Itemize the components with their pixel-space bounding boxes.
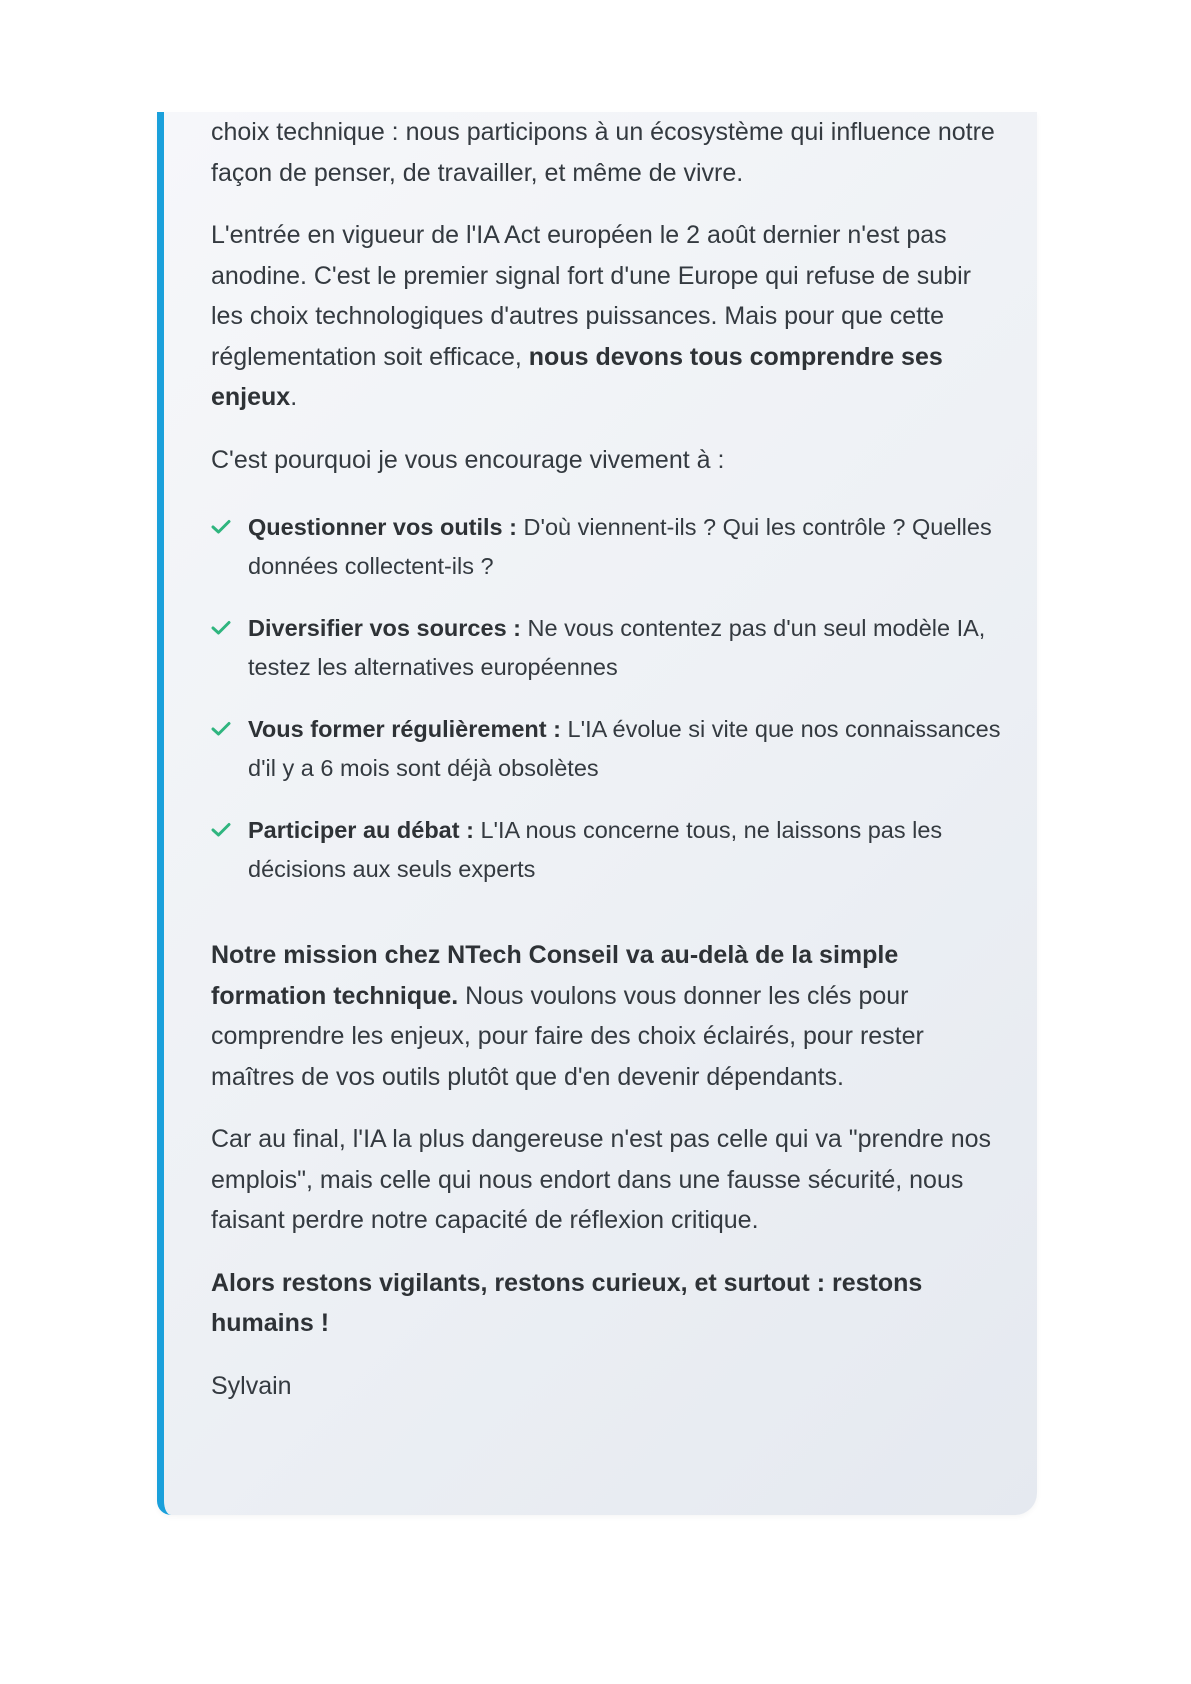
signature: Sylvain — [211, 1371, 292, 1400]
check-icon — [211, 721, 231, 737]
checklist-item-title: Vous former régulièrement : — [248, 716, 561, 742]
checklist-item-title: Diversifier vos sources : — [248, 615, 521, 641]
call-to-action-text: Alors restons vigilants, restons curieux, et surtout : restons humains ! — [211, 1268, 923, 1337]
ia-act-end: . — [290, 383, 298, 411]
checklist-item — [211, 508, 1001, 586]
checklist-item-text: D'où viennent-ils ? Qui les contrôle ? Quelles données collectent-ils ? — [248, 514, 992, 579]
ia-act-emphasis: nous devons tous comprendre ses enjeux — [211, 342, 943, 411]
spacer — [211, 912, 1001, 935]
paragraph-call-to-action — [211, 1263, 1001, 1344]
mission-text: Nous voulons vous donner les clés pour comprendre les enjeux, pour faire des choix éclairés, pour rester maîtres de vos outils plutôt que d'en devenir dépendants. — [211, 981, 924, 1091]
checklist-item-text: L'IA nous concerne tous, ne laissons pas les décisions aux seuls experts — [248, 817, 943, 882]
paragraph-encourage: C'est pourquoi je vous encourage vivement à : — [211, 445, 725, 474]
paragraph-closing: Car au final, l'IA la plus dangereuse n'est pas celle qui va "prendre nos emplois", mais celle qui nous endort dans une fausse sécurité, nous faisant perdre notre capacité de réflexion critique. — [211, 1125, 992, 1234]
letter-content — [211, 112, 1001, 1428]
check-icon — [211, 822, 231, 838]
mission-emphasis: Notre mission chez NTech Conseil va au-delà de la simple formation technique. — [211, 941, 899, 1010]
checklist-item-text: Ne vous contentez pas d'un seul modèle IA, testez les alternatives européennes — [248, 615, 986, 680]
checklist-item-text: L'IA évolue si vite que nos connaissances d'il y a 6 mois sont déjà obsolètes — [248, 716, 1001, 781]
paragraph-ia-act — [211, 215, 1001, 418]
paragraph-mission — [211, 935, 1001, 1097]
checklist-item — [211, 609, 1001, 687]
checklist-item — [211, 710, 1001, 788]
paragraph-intro: choix technique : nous participons à un écosystème qui influence notre façon de penser, de travailler, et même de vivre. — [211, 118, 995, 187]
check-icon — [211, 620, 231, 636]
ia-act-text: L'entrée en vigueur de l'IA Act européen le 2 août dernier n'est pas anodine. C'est le premier signal fort d'une Europe qui refuse de subir les choix technologiques d'autres puissances. Mais pour que cette réglementation soit efficace, — [211, 221, 971, 371]
checklist-item-title: Participer au débat : — [248, 817, 474, 843]
checklist — [211, 508, 1001, 889]
checklist-item-title: Questionner vos outils : — [248, 514, 517, 540]
check-icon — [211, 519, 231, 535]
checklist-item — [211, 811, 1001, 889]
